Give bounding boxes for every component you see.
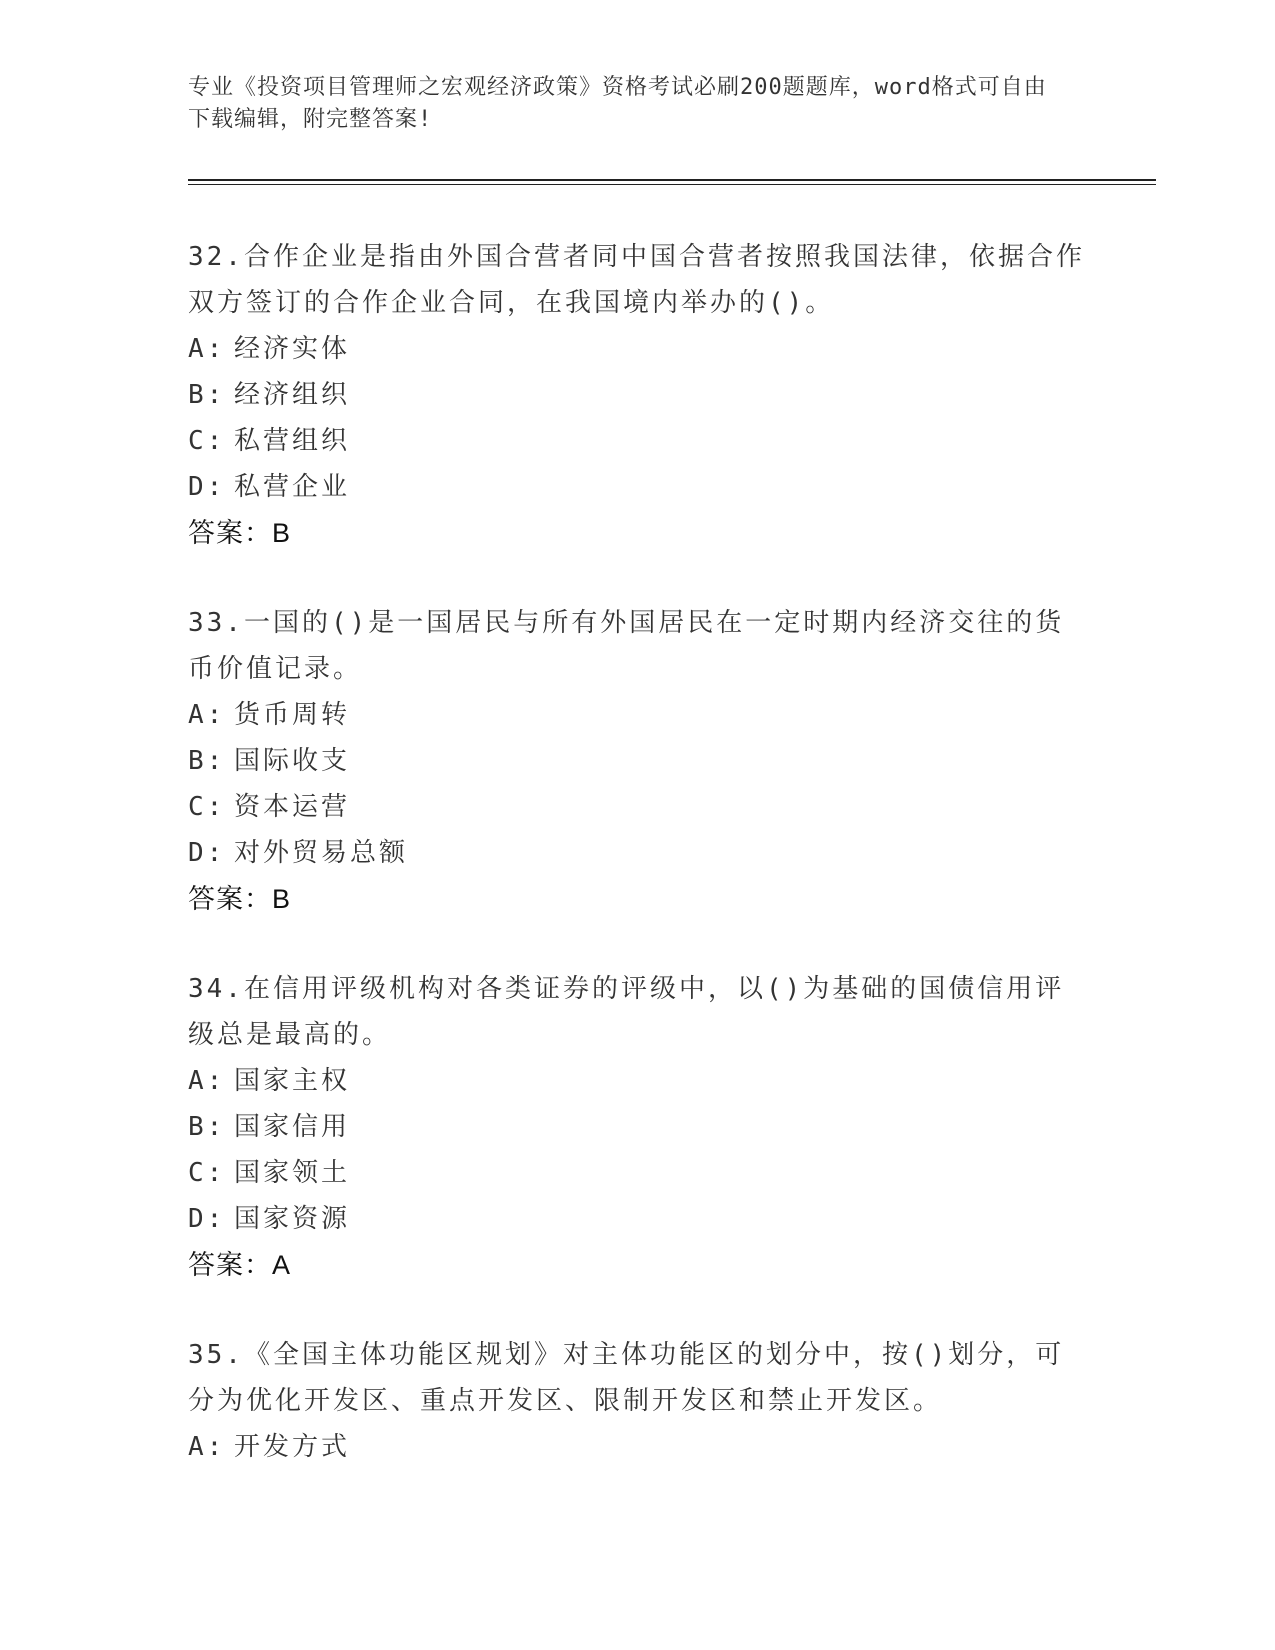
option-key: B:: [188, 1112, 226, 1142]
option-d: [188, 464, 1088, 510]
option-key: A:: [188, 334, 226, 364]
question-stem: 34.在信用评级机构对各类证券的评级中，以()为基础的国债信用评级总是最高的。: [188, 974, 1065, 1050]
answer-line: 答案：B: [188, 518, 292, 548]
question-stem: 32.合作企业是指由外国合营者同中国合营者按照我国法律，依据合作双方签订的合作企业合同，在我国境内举办的()。: [188, 242, 1085, 318]
option-text: 资本运营: [234, 792, 351, 822]
option-a: [188, 692, 1088, 738]
header-divider-thick: [188, 179, 1156, 181]
option-a: [188, 326, 1088, 372]
option-c: [188, 418, 1088, 464]
question-stem: 35.《全国主体功能区规划》对主体功能区的划分中，按()划分，可分为优化开发区、重点开发区、限制开发区和禁止开发区。: [188, 1340, 1065, 1416]
option-key: B:: [188, 746, 226, 776]
question-list: [188, 234, 1088, 1514]
header-divider-thin: [188, 184, 1156, 185]
option-text: 国家信用: [234, 1112, 351, 1142]
option-b: [188, 1104, 1088, 1150]
question-32: [188, 234, 1088, 556]
option-text: 经济实体: [234, 334, 351, 364]
answer-line: 答案：A: [188, 1250, 292, 1280]
option-text: 货币周转: [234, 700, 351, 730]
option-text: 国家主权: [234, 1066, 351, 1096]
answer-line: 答案：B: [188, 884, 292, 914]
option-key: A:: [188, 1066, 226, 1096]
document-header: [188, 72, 1068, 136]
question-34: [188, 966, 1088, 1288]
header-intro-text: 专业《投资项目管理师之宏观经济政策》资格考试必刷200题题库，word格式可自由下载编辑，附完整答案!: [188, 75, 1047, 132]
option-text: 国家领土: [234, 1158, 351, 1188]
option-text: 私营企业: [234, 472, 351, 502]
option-b: [188, 738, 1088, 784]
option-key: A:: [188, 700, 226, 730]
option-b: [188, 372, 1088, 418]
option-a: [188, 1424, 1088, 1470]
option-key: D:: [188, 472, 226, 502]
option-key: C:: [188, 792, 226, 822]
option-d: [188, 1196, 1088, 1242]
option-key: C:: [188, 1158, 226, 1188]
option-text: 开发方式: [234, 1432, 351, 1462]
option-key: C:: [188, 426, 226, 456]
option-d: [188, 830, 1088, 876]
option-c: [188, 1150, 1088, 1196]
option-text: 国家资源: [234, 1204, 351, 1234]
option-key: D:: [188, 1204, 226, 1234]
option-c: [188, 784, 1088, 830]
option-key: B:: [188, 380, 226, 410]
option-key: A:: [188, 1432, 226, 1462]
option-a: [188, 1058, 1088, 1104]
question-33: [188, 600, 1088, 922]
question-stem: 33.一国的()是一国居民与所有外国居民在一定时期内经济交往的货币价值记录。: [188, 608, 1065, 684]
option-text: 国际收支: [234, 746, 351, 776]
option-key: D:: [188, 838, 226, 868]
option-text: 私营组织: [234, 426, 351, 456]
question-35: [188, 1332, 1088, 1470]
option-text: 对外贸易总额: [234, 838, 409, 868]
option-text: 经济组织: [234, 380, 351, 410]
